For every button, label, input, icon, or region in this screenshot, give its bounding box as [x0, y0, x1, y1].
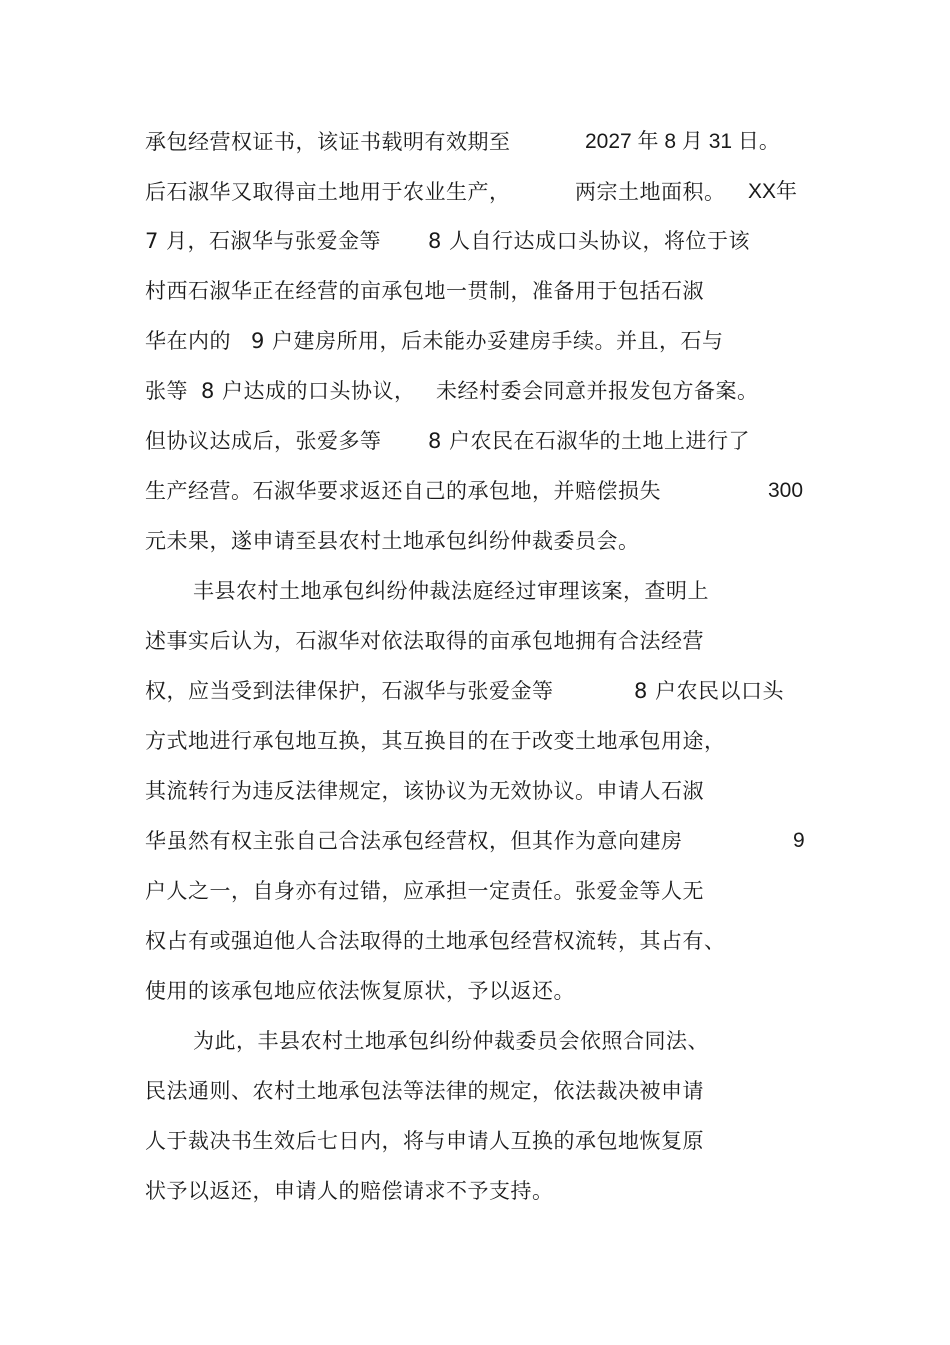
text-line [193, 1021, 873, 1061]
text-segment: 7 月，石淑华与张爱金等 [145, 229, 382, 253]
text-segment: 8 人自行达成口头协议，将位于该 [428, 229, 751, 253]
text-segment: 权，应当受到法律保护，石淑华与张爱金等 [145, 679, 554, 703]
text-line [145, 971, 825, 1011]
text-line [145, 371, 825, 411]
text-line [145, 172, 825, 212]
text-line [193, 571, 873, 611]
text-segment: 承包经营权证书，该证书载明有效期至 [145, 130, 511, 154]
text-segment: 后石淑华又取得亩土地用于农业生产， [145, 180, 511, 204]
text-segment: 方式地进行承包地互换，其互换目的在于改变土地承包用途， [145, 729, 726, 753]
text-line [145, 821, 825, 861]
text-line [145, 621, 825, 661]
text-segment: 使用的该承包地应依法恢复原状，予以返还。 [145, 979, 575, 1003]
text-segment: 华虽然有权主张自己合法承包经营权，但其作为意向建房 [145, 829, 683, 853]
text-segment: 300 [768, 479, 804, 502]
text-segment: 9 户建房所用，后未能办妥建房手续。并且，石与 [251, 329, 724, 353]
text-segment: XX年 [748, 180, 798, 203]
text-segment: 8 户农民在石淑华的土地上进行了 [428, 429, 751, 453]
text-segment: 8 户达成的口头协议， [201, 379, 416, 403]
text-segment: 权占有或强迫他人合法取得的土地承包经营权流转，其占有、 [145, 929, 726, 953]
text-segment: 两宗土地面积。 [575, 180, 726, 204]
text-line [145, 271, 825, 311]
text-line [145, 1121, 825, 1161]
text-segment: 9 [793, 829, 805, 852]
text-line [145, 721, 825, 761]
text-segment: 华在内的 [145, 329, 231, 353]
text-segment: 户人之一，自身亦有过错，应承担一定责任。张爱金等人无 [145, 879, 704, 903]
text-segment: 述事实后认为，石淑华对依法取得的亩承包地拥有合法经营 [145, 629, 704, 653]
text-line [145, 871, 825, 911]
text-segment: 未经村委会同意并报发包方备案。 [436, 379, 759, 403]
text-line [145, 771, 825, 811]
text-line [145, 1171, 825, 1211]
text-segment: 状予以返还，申请人的赔偿请求不予支持。 [145, 1179, 554, 1203]
text-segment: 生产经营。石淑华要求返还自己的承包地，并赔偿损失 [145, 479, 661, 503]
text-segment: 但协议达成后，张爱多等 [145, 429, 382, 453]
text-line [145, 321, 825, 361]
text-segment: 2027 年 8 月 31 日。 [585, 130, 780, 153]
text-line [145, 122, 825, 162]
text-line [145, 421, 825, 461]
text-segment: 张等 [145, 379, 188, 403]
text-segment: 8 户农民以口头 [634, 679, 785, 703]
text-segment: 村西石淑华正在经营的亩承包地一贯制，准备用于包括石淑 [145, 279, 704, 303]
text-line [145, 1071, 825, 1111]
text-segment: 为此，丰县农村土地承包纠纷仲裁委员会依照合同法、 [193, 1029, 709, 1053]
text-segment: 丰县农村土地承包纠纷仲裁法庭经过审理该案，查明上 [193, 579, 709, 603]
text-line [145, 221, 825, 261]
text-line [145, 521, 825, 561]
text-segment: 民法通则、农村土地承包法等法律的规定，依法裁决被申请 [145, 1079, 704, 1103]
text-line [145, 471, 825, 511]
text-segment: 其流转行为违反法律规定，该协议为无效协议。申请人石淑 [145, 779, 704, 803]
text-segment: 元未果，遂申请至县农村土地承包纠纷仲裁委员会。 [145, 529, 640, 553]
text-line [145, 671, 825, 711]
text-line [145, 921, 825, 961]
text-segment: 人于裁决书生效后七日内，将与申请人互换的承包地恢复原 [145, 1129, 704, 1153]
